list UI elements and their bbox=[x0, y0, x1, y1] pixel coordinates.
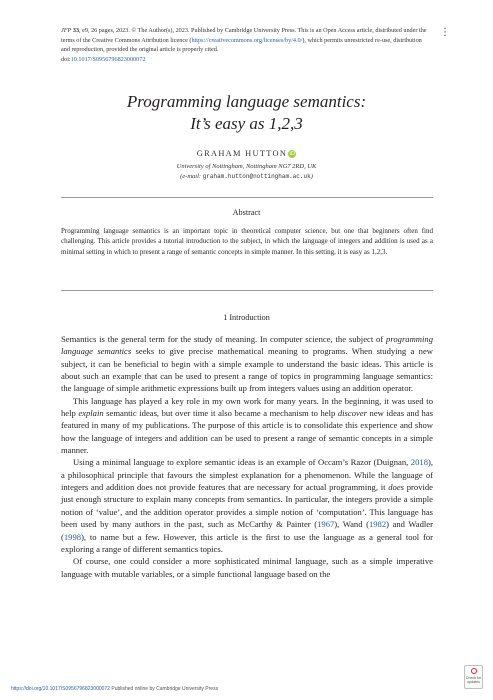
paragraph-4: Of course, one could consider a more sophisticated minimal language, such as a simple imperative language with mutable variables, or a simple functional language based on the bbox=[61, 556, 433, 579]
check-for-updates-badge[interactable] bbox=[464, 665, 483, 689]
section-heading-introduction: 1 Introduction bbox=[223, 313, 270, 322]
author-line bbox=[0, 149, 493, 158]
doi-prefix: doi: bbox=[61, 55, 71, 63]
copyright-symbol: © bbox=[131, 27, 137, 34]
citation-link[interactable]: 1982 bbox=[368, 519, 387, 530]
orcid-icon[interactable]: iD bbox=[289, 151, 296, 157]
copyright-text: The Author(s), 2023. Published by Cambridge University Press. This is an Open Access article, distributed under the terms of the Creative Commons Attribution licence ( bbox=[61, 27, 427, 44]
article-metadata bbox=[61, 26, 429, 64]
doi-link[interactable]: 10.1017/S0956796823000072 bbox=[70, 55, 146, 63]
journal-abbrev: JFP bbox=[61, 27, 72, 34]
abstract-text: Programming language semantics is an important topic in theoretical computer science, but one that beginners often find challenging. This article provides a tutorial introduction to the subject, in which the language of integers and addition is used as a minimal setting in which to present a range of semantic concepts in simple manner. In this setting, it is easy as 1,2,3. bbox=[61, 227, 433, 256]
abstract-bottom-rule bbox=[61, 290, 433, 291]
citation-rest: , e9, 26 pages, 2023. bbox=[79, 27, 130, 34]
paragraph-2: This language has played a key role in my own work for many years. In the beginning, it was used to help explain semantic ideas, but over time it also became a mechanism to help discover new ideas and has featured in many of my publications. The purpose of this article is to consolidate this experience and show how the language of integers and addition can be used to present a range of semantic concepts in a simple manner. bbox=[61, 395, 433, 456]
page-footer bbox=[11, 686, 218, 692]
vertical-dots-icon[interactable]: ⋮ bbox=[440, 27, 450, 38]
emphasis: does bbox=[388, 482, 404, 493]
badge-line1: Check for bbox=[465, 676, 482, 680]
emphasis: discover bbox=[337, 408, 367, 419]
paragraph-3: Using a minimal language to explore semantic ideas is an example of Occam’s Razor (Duignan, 2018), a philosophical principle that favours the simplest explanation for a phenomenon. While the language of integers and addition does not provide features that are necessary for actual programming, it does provide just enough structure to explain many concepts from semantics. In particular, the integers provide a simple notion of ‘value’, and the addition operator provides a simple notion of ‘computation’. This language has been used by many authors in the past, such as McCarthy & Painter (1967), Wand (1982) and Wadler (1998), to name but a few. However, this article is the first to use the language as a general tool for exploring a range of different semantics topics. bbox=[61, 457, 433, 554]
author-name: GRAHAM HUTTON bbox=[196, 149, 288, 158]
citation-link[interactable]: 1998 bbox=[63, 531, 82, 542]
licence-rest: ), which permits unrestricted re-use, distribution and reproduction, provided the original article is properly cited. bbox=[61, 36, 422, 54]
emphasis: programming language semantics bbox=[61, 334, 433, 357]
journal-volume: 33 bbox=[72, 27, 80, 34]
badge-line2: updates bbox=[467, 680, 480, 684]
article-title-line2: It’s easy as 1,2,3 bbox=[190, 114, 303, 133]
paragraph-1: Semantics is the general term for the study of meaning. In computer science, the subject of programming language semantics seeks to give precise mathematical meaning to programs. When studying a new subject, it can be beneficial to begin with a simple example to understand the basic ideas. This article is about such an example that can be used to present a range of topics in programming language semantics: the language of simple arithmetic expressions built up from integers values using an addition operator. bbox=[61, 334, 433, 394]
citation-link[interactable]: 1967 bbox=[317, 519, 335, 530]
author-email[interactable]: graham.hutton@nottingham.ac.uk bbox=[202, 173, 311, 180]
citation-link[interactable]: 2018 bbox=[410, 457, 428, 468]
crossmark-icon bbox=[471, 668, 477, 674]
author-email-line bbox=[0, 172, 493, 181]
author-affiliation: University of Nottingham, Nottingham NG7 2RD, UK bbox=[176, 163, 317, 170]
footer-text: Published online by Cambridge University Press bbox=[109, 686, 219, 692]
abstract-heading: Abstract bbox=[232, 208, 261, 217]
licence-link[interactable]: https://creativecommons.org/licenses/by/4.0/ bbox=[191, 36, 303, 44]
article-title-line1: Programming language semantics: bbox=[126, 92, 367, 111]
footer-doi-link[interactable]: https://doi.org/10.1017/S0956796823000072 bbox=[11, 686, 110, 692]
email-open: (e-mail: bbox=[180, 173, 203, 180]
introduction-body bbox=[61, 333, 433, 580]
abstract-top-rule bbox=[61, 197, 433, 198]
emphasis: explain bbox=[78, 408, 104, 419]
email-close: ) bbox=[310, 173, 313, 180]
